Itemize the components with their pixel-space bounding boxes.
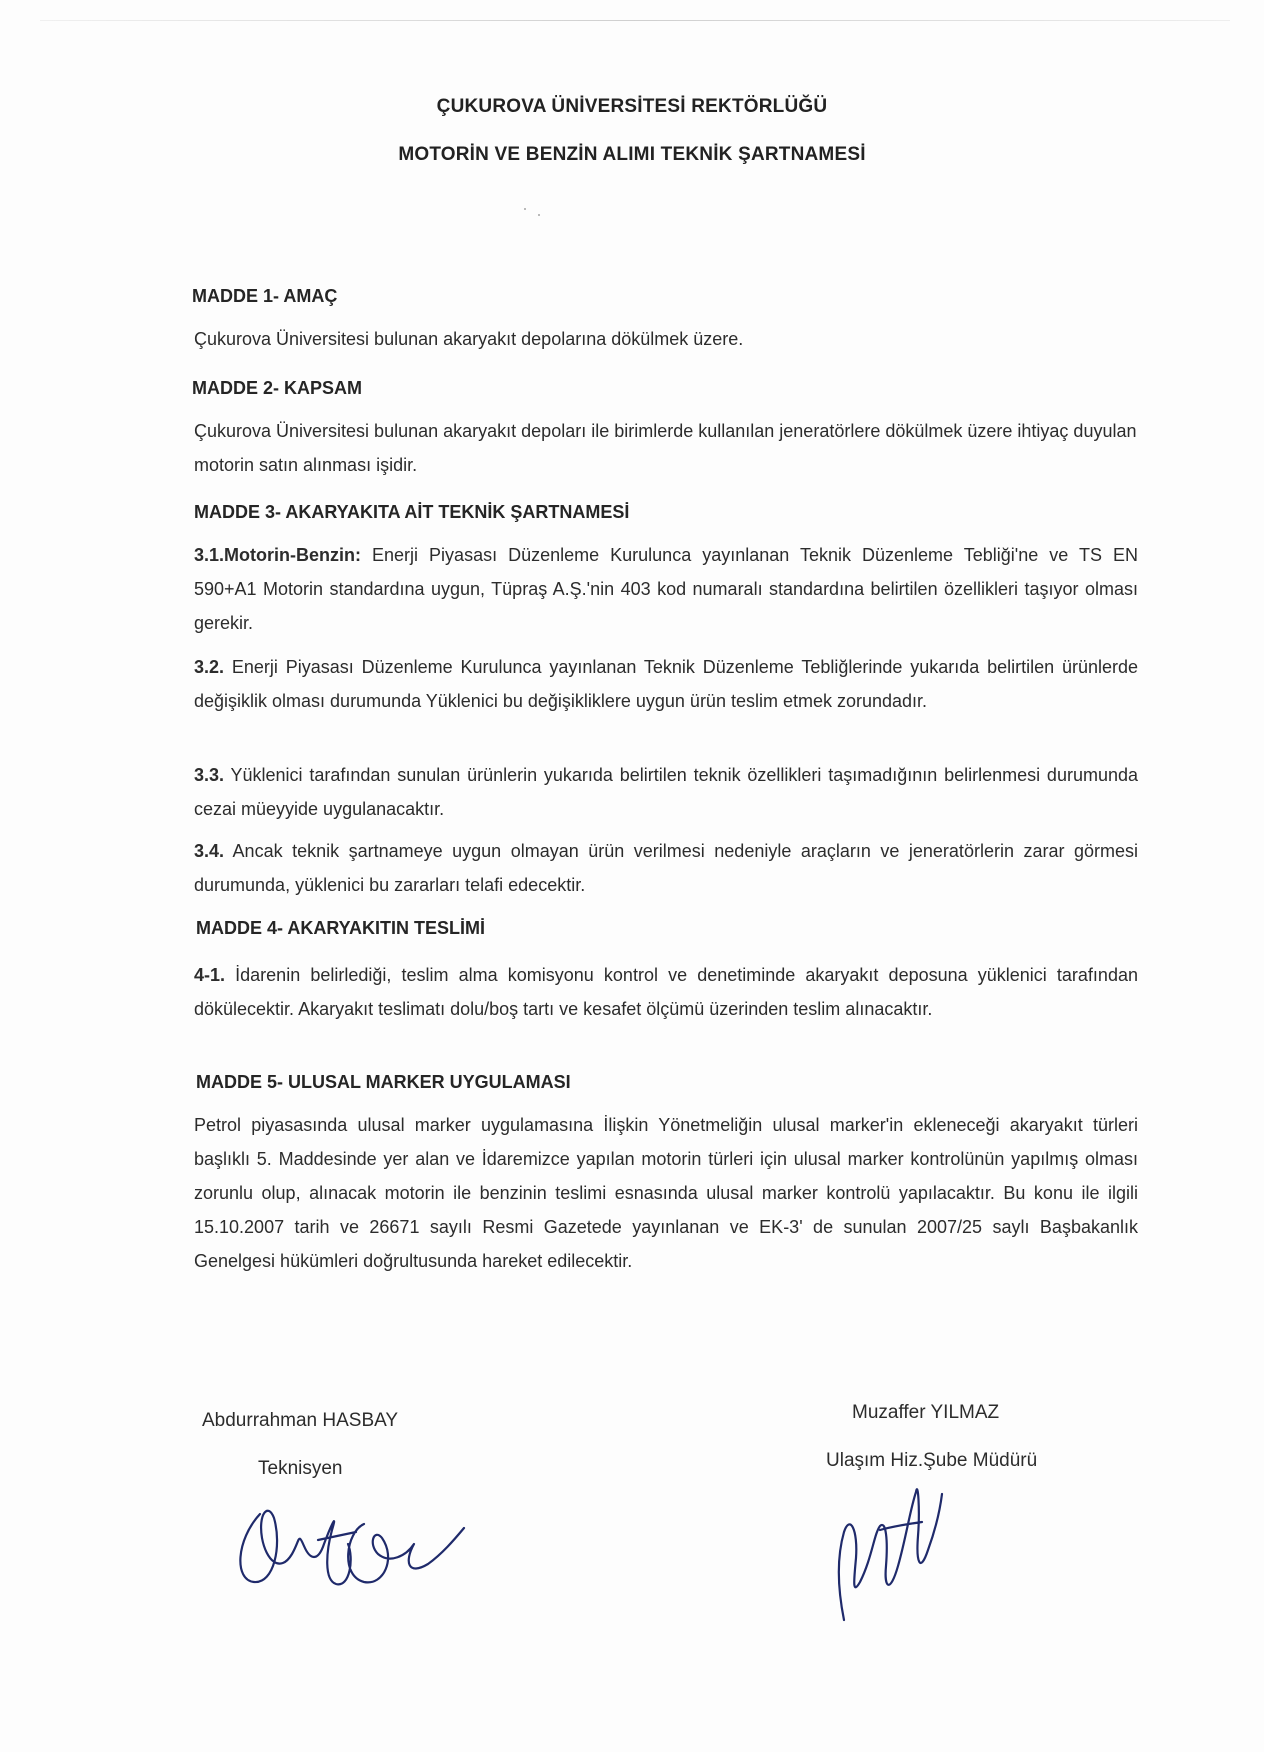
- clause-text: Ancak teknik şartnameye uygun olmayan ürün verilmesi nedeniyle araçların ve jeneratörlerin zarar görmesi durumunda, yüklenici bu zararları telafi edecektir.: [194, 841, 1138, 895]
- left-handwritten-signature: [228, 1488, 468, 1600]
- institution-title: ÇUKUROVA ÜNİVERSİTESİ REKTÖRLÜĞÜ: [436, 96, 828, 117]
- article-1-text: Çukurova Üniversitesi bulunan akaryakıt depolarına dökülmek üzere.: [194, 329, 744, 349]
- clause-number: 4-1.: [194, 965, 226, 985]
- clause-number: 3.3.: [194, 765, 225, 785]
- scan-edge-line: [40, 20, 1230, 21]
- clause-number: 3.4.: [194, 841, 225, 861]
- article-3-4-paragraph: [194, 834, 1138, 902]
- clause-text: İdarenin belirlediği, teslim alma komisyonu kontrol ve denetiminde akaryakıt deposuna yüklenici tarafından dökülecektir. Akaryakıt teslimatı dolu/boş tartı ve kesafet ölçümü üzerinden teslim alınacaktır.: [194, 965, 1138, 1019]
- clause-text: Enerji Piyasası Düzenleme Kurulunca yayınlanan Teknik Düzenleme Tebliğlerinde yukarıda belirtilen ürünlerde değişiklik olması durumunda Yüklenici bu değişikliklere uygun ürün teslim etmek zorundadır.: [194, 657, 1138, 711]
- article-3-2-paragraph: [194, 650, 1138, 718]
- article-1-heading: MADDE 1- AMAÇ: [192, 286, 338, 306]
- article-3-heading: MADDE 3- AKARYAKITA AİT TEKNİK ŞARTNAMESİ: [194, 502, 630, 522]
- scan-speck: [538, 214, 540, 216]
- article-3-3-paragraph: [194, 758, 1138, 826]
- article-5-heading: MADDE 5- ULUSAL MARKER UYGULAMASI: [196, 1072, 571, 1092]
- clause-number: 3.1.Motorin-Benzin:: [194, 545, 361, 565]
- clause-number: 3.2.: [194, 657, 225, 677]
- article-4-heading: MADDE 4- AKARYAKITIN TESLİMİ: [196, 918, 486, 938]
- article-4-1-paragraph: [194, 958, 1138, 1026]
- right-signatory-title: Ulaşım Hiz.Şube Müdürü: [826, 1450, 1038, 1471]
- scan-speck: [524, 208, 526, 210]
- clause-text: Enerji Piyasası Düzenleme Kurulunca yayınlanan Teknik Düzenleme Tebliği'ne ve TS EN 590+A1 Motorin standardına uygun, Tüpraş A.Ş.'nin 403 kod numaralı standardına belirtilen özellikleri taşıyor olması gerekir.: [194, 545, 1138, 633]
- clause-text: Yüklenici tarafından sunulan ürünlerin yukarıda belirtilen teknik özellikleri taşımadığının belirlenmesi durumunda cezai müeyyide uygulanacaktır.: [194, 765, 1138, 819]
- article-2-text: Çukurova Üniversitesi bulunan akaryakıt depoları ile birimlerde kullanılan jeneratörlere dökülmek üzere ihtiyaç duyulan motorin satın alınması işidir.: [194, 421, 1137, 475]
- right-handwritten-signature: [820, 1470, 970, 1630]
- document-title: MOTORİN VE BENZİN ALIMI TEKNİK ŞARTNAMESİ: [398, 144, 866, 165]
- article-3-1-paragraph: [194, 538, 1138, 640]
- left-signatory-title: Teknisyen: [258, 1458, 343, 1479]
- article-2-heading: MADDE 2- KAPSAM: [192, 378, 363, 398]
- right-signatory-name: Muzaffer YILMAZ: [852, 1402, 1000, 1423]
- article-5-text: Petrol piyasasında ulusal marker uygulamasına İlişkin Yönetmeliğin ulusal marker'in ekleneceği akaryakıt türleri başlıklı 5. Maddesinde yer alan ve İdaremizce yapılan motorin türleri için ulusal marker kontrolünün yapılmış olması zorunlu olup, alınacak motorin ile benzinin teslimi esnasında ulusal marker kontrolü yapılacaktır. Bu konu ile ilgili 15.10.2007 tarih ve 26671 sayılı Resmi Gazetede yayınlanan ve EK-3' de sunulan 2007/25 saylı Başbakanlık Genelgesi hükümleri doğrultusunda hareket edilecektir.: [194, 1115, 1138, 1271]
- left-signatory-name: Abdurrahman HASBAY: [202, 1410, 399, 1431]
